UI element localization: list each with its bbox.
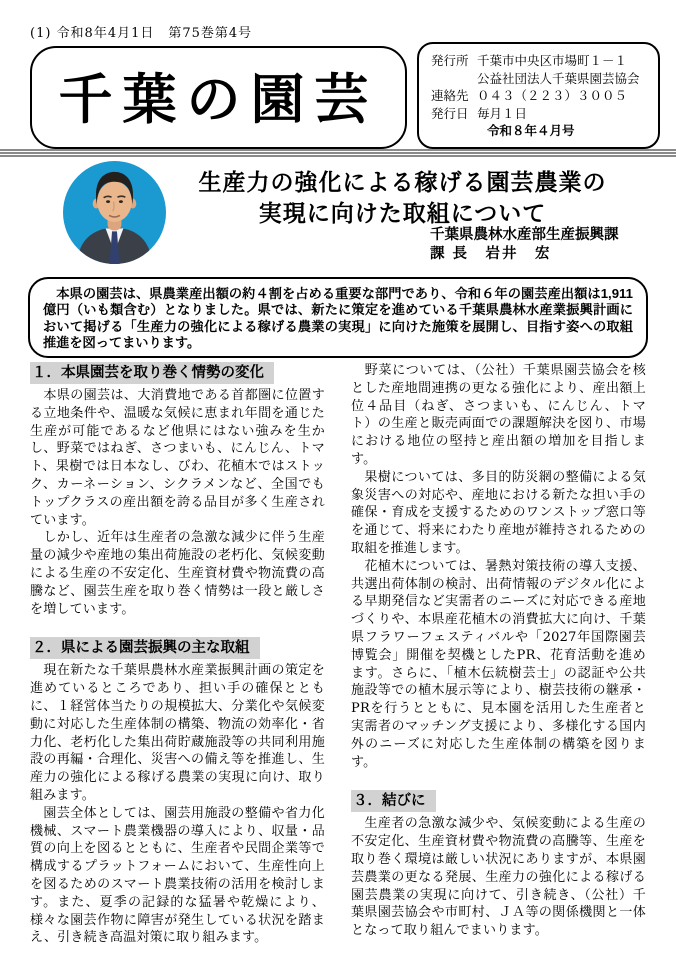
section-2-paragraph: 園芸全体としては、園芸用施設の整備や省力化機械、スマート農業機器の導入により、収量・品質の向上を図るとともに、生産者や民間企業等で構成するプラットフォームにおいて、生産性向上を図るためのスマート農業技術の活用を検討します。また、夏季の記録的な猛暑や乾燥により、様々な園芸作物に障害が発生している状況を踏まえ、引き続き高温対策に取り組みます。 [30,805,325,946]
publisher-label: 発行日 [431,106,469,121]
section-3-heading: ３．結びに [351,790,436,812]
lead-text: 本県の園芸は、県農業産出額の約４割を占める重要な部門であり、令和６年の園芸産出額は1,911億円（いも類含む）となりました。県では、新たに策定を進めている千葉県農林水産業振興計画において掲げる「生産力の強化による稼げる農業の実現」に向けた施策を展開し、目指す姿への取組推進を図ってまいります。 [43,286,633,351]
masthead-title-box [30,46,407,149]
masthead-divider-rule [0,149,676,157]
publisher-row [431,53,648,71]
portrait-photo-image [63,161,166,264]
flowers-plants-paragraph: 花植木については、暑熱対策技術の導入支援、共選出荷体制の検討、出荷情報のデジタル化による早期発信など実需者のニーズに対応できる産地づくりや、本県産花植木の消費拡大に向け、千葉県フラワーフェスティバルや「2027年国際園芸博覧会」開催を契機としたPR、花育活動を進めます。さらに、「植木伝統樹芸士」の認証や公共施設等での植木展示等により、樹芸技術の継承・PRを行うとともに、見本園を活用した生産者と実需者のマッチング支援により、多様化する国内外のニーズに対応した生産体制の構築を図ります。 [351,558,646,770]
vegetables-paragraph: 野菜については、（公社）千葉県園芸協会を核とした産地間連携の更なる強化により、産出額上位４品目（ねぎ、さつまいも、にんじん、トマト）の生産と販売両面での課題解決を図り、市場における地位の堅持と産出額の増加を目指します。 [351,363,646,467]
section-3-paragraph: 生産者の急激な減少や、気候変動による生産の不安定化、生産資材費や物流費の高騰等、生産を取り巻く環境は厳しい状況にありますが、本県園芸農業の更なる発展、生産力の強化による稼げる園芸農業の実現に向けて、引き続き、（公社）千葉県園芸協会や市町村、ＪＡ等の関係機関と一体となって取り組んでまいります。 [351,816,646,939]
publisher-value: 毎月１日 [477,106,528,121]
author-portrait-photo [63,161,166,264]
publisher-row [431,71,648,89]
article-body [30,362,646,947]
publisher-label: 発行所 [431,54,469,68]
section-2-paragraph: 現在新たな千葉県農林水産業振興計画の策定を進めているところであり、担い手の確保とともに、１経営体当たりの規模拡大、分業化や気候変動に対応した生産体制の構築、物流の効率化・省力化、老朽化した集出荷貯蔵施設等の共同利用施設の再編・合理化、災害への備え等を推進し、生産力の強化による稼げる農業の実現に向け、取り組みます。 [30,663,325,803]
headline-line-1: 生産力の強化による稼げる園芸農業の [198,169,607,195]
publisher-info-box [417,42,660,149]
publisher-label: 連絡先 [431,89,469,103]
publisher-label [431,71,477,89]
publisher-value: ０４３（２２３）３００５ [477,89,628,103]
publisher-row [431,88,648,106]
headline-line-2: 実現に向けた取組について [258,200,547,226]
publisher-value: 公益社団法人千葉県園芸協会 [477,71,640,86]
article-headline [175,167,630,229]
publisher-row [431,106,648,124]
right-column [351,362,646,947]
fruit-trees-paragraph: 果樹については、多目的防災網の整備による気象災害への対応や、産地における新たな担い手の確保・育成を支援するためのワンストップ窓口等を通じて、将来にわたり産地が維持されるための取組を推進します。 [351,469,646,556]
section-1-paragraph: 本県の園芸は、大消費地である首都圏に位置する立地条件や、温暖な気候に恵まれ年間を通じた生産が可能であるなど他県にはない強みを生かし、野菜ではねぎ、さつまいも、にんじん、トマト、果樹では日本なし、びわ、花植木ではストック、カーネーション、シクラメンなど、全国でもトップクラスの産出額を誇る品目が多く生産されています。 [30,388,325,528]
byline-organization: 千葉県農林水産部生産振興課 [430,227,619,243]
publisher-label [431,123,477,141]
article-byline [430,226,650,264]
issue-line: (1) 令和8年4月1日 第75巻第4号 [30,26,253,41]
byline-author-name: 課 長 岩井 宏 [430,246,552,262]
section-1-heading: １．本県園芸を取り巻く情勢の変化 [30,362,274,384]
publisher-row [431,123,648,141]
section-1-paragraph: しかし、近年は生産者の急激な減少に伴う生産量の減少や産地の集出荷施設の老朽化、気候変動による生産の不安定化、生産資材費や物流費の高騰など、園芸生産を取り巻く情勢は一段と厳しさを増しています。 [30,530,325,617]
issue-month-label: 令和８年４月号 [487,124,575,138]
left-column [30,362,325,947]
section-2-heading: ２．県による園芸振興の主な取組 [30,637,260,659]
publisher-value: 千葉市中央区市場町１－１ [477,54,628,68]
newsletter-title: 千葉の園芸 [58,67,379,131]
lead-summary-box [28,277,648,358]
